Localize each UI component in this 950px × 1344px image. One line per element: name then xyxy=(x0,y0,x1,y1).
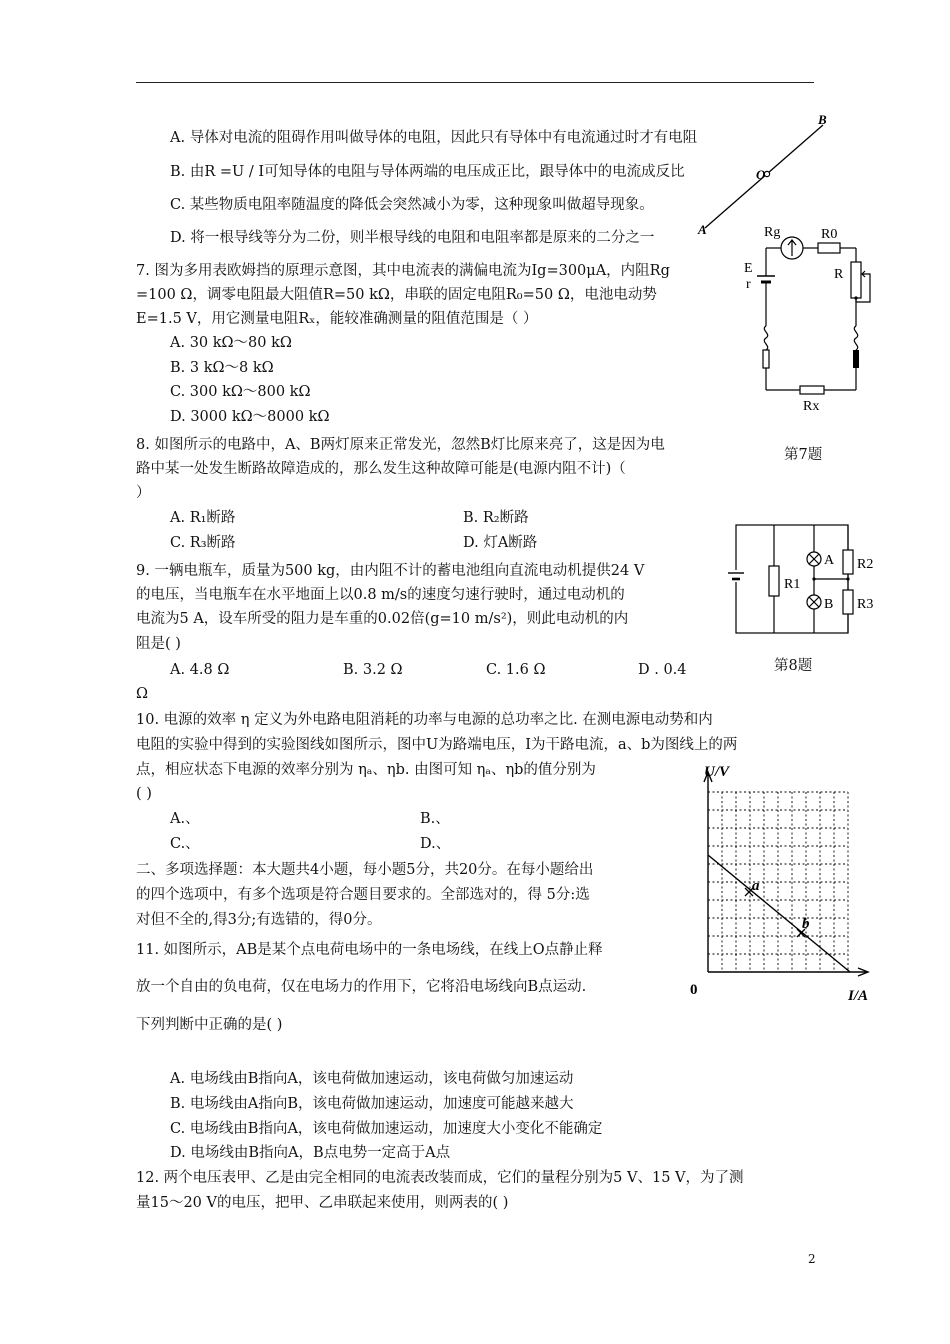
q7-figure-caption: 第7题 xyxy=(784,447,823,463)
resistor-rx xyxy=(800,386,824,394)
q8-stem-line-2: 路中某一处发生断路故障造成的，那么发生这种故障可能是(电源内阻不计)（ xyxy=(136,461,626,477)
label-rg: Rg xyxy=(764,225,781,240)
q7-option-c: C. 300 kΩ～800 kΩ xyxy=(170,384,311,400)
q11-stem-line-2: 放一个自由的负电荷，仅在电场力的作用下，它将沿电场线向B点运动. xyxy=(136,979,587,995)
label-a: A xyxy=(824,553,835,568)
q10-stem-line-2: 电阻的实验中得到的实验图线如图所示，图中U为路端电压，I为干路电流，a、b为图线上的两 xyxy=(136,737,738,753)
resistor-r0 xyxy=(818,243,840,253)
label-r3: R3 xyxy=(857,597,874,612)
q11-option-d: D. 电场线由B指向A，B点电势一定高于A点 xyxy=(170,1145,451,1161)
q10-option-b: B.、 xyxy=(420,811,450,827)
q8-stem-line-3: ） xyxy=(136,485,151,501)
resistor-r3 xyxy=(843,590,853,614)
header-rule xyxy=(136,82,814,83)
label-r1: R1 xyxy=(784,577,801,592)
q6-option-a: A. 导体对电流的阻碍作用叫做导体的电阻，因此只有导体中有电流通过时才有电阻 xyxy=(170,130,698,146)
q11-option-a: A. 电场线由B指向A，该电荷做加速运动，该电荷做匀加速运动 xyxy=(170,1071,574,1087)
q9-stem-line-2: 的电压，当电瓶车在水平地面上以0.8 m/s的速度匀速行驶时，通过电动机的 xyxy=(136,587,625,603)
section2-line-2: 的四个选项中，有多个选项是符合题目要求的。全部选对的，得 5分:选 xyxy=(136,887,590,903)
q10-stem-line-1: 10. 电源的效率 η 定义为外电路电阻消耗的功率与电源的总功率之比. 在测电源电动势和内 xyxy=(136,712,713,728)
q8-option-c: C. R₃断路 xyxy=(170,535,236,551)
label-r: R xyxy=(834,267,844,282)
q10-stem-line-3: 点，相应状态下电源的效率分别为 ηₐ、ηb. 由图可知 ηₐ、ηb的值分别为 xyxy=(136,762,596,778)
label-rx: Rx xyxy=(803,399,820,414)
q8-option-b: B. R₂断路 xyxy=(463,510,529,526)
axis-label-u: U/V xyxy=(704,764,730,780)
origin-label: 0 xyxy=(690,982,698,998)
lamp-a xyxy=(807,552,821,566)
resistor-r1 xyxy=(769,566,779,596)
resistor-r-adjust xyxy=(851,262,861,298)
section2-line-1: 二、多项选择题：本大题共4小题，每小题5分，共20分。在每小题给出 xyxy=(136,862,594,878)
q8-option-a: A. R₁断路 xyxy=(170,510,236,526)
q12-stem-line-1: 12. 两个电压表甲、乙是由完全相同的电流表改装而成，它们的量程分别为5 V、15 V，为了测 xyxy=(136,1170,744,1186)
q10-option-a: A.、 xyxy=(170,811,200,827)
label-b: B xyxy=(824,597,834,612)
q9-option-c: C. 1.6 Ω xyxy=(486,662,546,678)
q9-stem-line-3: 电流为5 A，设车所受的阻力是车重的0.02倍(g=10 m/s²)，则此电动机的内 xyxy=(136,611,629,627)
ui-line xyxy=(708,855,850,972)
q10-option-c: C.、 xyxy=(170,836,200,852)
q8-lamp-circuit xyxy=(728,518,888,643)
q8-stem-line-1: 8. 如图所示的电路中，A、B两灯原来正常发光，忽然B灯比原来亮了，这是因为电 xyxy=(136,437,665,453)
q11-stem-line-3: 下列判断中正确的是( ) xyxy=(136,1017,283,1033)
label-r-internal: r xyxy=(746,277,751,292)
point-a-label: a xyxy=(752,878,760,894)
q12-stem-line-2: 量15～20 V的电压，把甲、乙串联起来使用，则两表的( ) xyxy=(136,1195,509,1211)
label-r2: R2 xyxy=(857,557,874,572)
section2-line-3: 对但不全的,得3分;有选错的，得0分。 xyxy=(136,912,382,928)
q7-option-d: D. 3000 kΩ～8000 kΩ xyxy=(170,409,330,425)
field-line-figure xyxy=(690,110,840,235)
q9-option-b: B. 3.2 Ω xyxy=(343,662,403,678)
q10-stem-line-4: ( ) xyxy=(136,786,152,802)
q7-option-b: B. 3 kΩ～8 kΩ xyxy=(170,360,274,376)
q10-option-d: D.、 xyxy=(420,836,451,852)
resistor-r2 xyxy=(843,550,853,574)
q11-stem-line-1: 11. 如图所示，AB是某个点电荷电场中的一条电场线，在线上O点静止释 xyxy=(136,942,603,958)
q6-option-b: B. 由R =U / I可知导体的电阻与导体两端的电压成正比，跟导体中的电流成反比 xyxy=(170,164,685,180)
page-number: 2 xyxy=(808,1252,816,1266)
lamp-b xyxy=(807,595,821,609)
axis-label-i: I/A xyxy=(848,988,869,1004)
label-e: E xyxy=(744,261,753,276)
q11-option-b: B. 电场线由A指向B，该电荷做加速运动，加速度可能越来越大 xyxy=(170,1096,574,1112)
label-b: B xyxy=(818,112,827,127)
label-r0: R0 xyxy=(821,227,838,242)
q9-stem-line-4: 阻是( ) xyxy=(136,636,181,652)
q9-stem-line-1: 9. 一辆电瓶车，质量为500 kg，由内阻不计的蓄电池组向直流电动机提供24 V xyxy=(136,563,645,579)
label-o: O xyxy=(756,167,766,182)
q7-ohmmeter-circuit xyxy=(738,222,888,417)
point-b-label: b xyxy=(802,916,810,932)
q7-stem-line-3: E=1.5 V，用它测量电阻Rₓ，能较准确测量的阻值范围是（ ） xyxy=(136,311,538,327)
q6-option-c: C. 某些物质电阻率随温度的降低会突然减小为零，这种现象叫做超导现象。 xyxy=(170,197,654,213)
q7-stem-line-1: 7. 图为多用表欧姆挡的原理示意图，其中电流表的满偏电流为Ig=300μA，内阻Rg xyxy=(136,263,670,279)
q9-option-a: A. 4.8 Ω xyxy=(170,662,230,678)
label-a: A xyxy=(698,222,707,235)
q8-figure-caption: 第8题 xyxy=(774,658,813,674)
q10-ui-graph xyxy=(686,760,876,1005)
q11-option-c: C. 电场线由B指向A，该电荷做加速运动，加速度大小变化不能确定 xyxy=(170,1121,603,1137)
q8-option-d: D. 灯A断路 xyxy=(463,535,538,551)
q7-option-a: A. 30 kΩ～80 kΩ xyxy=(170,335,292,351)
q9-option-d-unit: Ω xyxy=(136,686,149,702)
q6-option-d: D. 将一根导线等分为二份，则半根导线的电阻和电阻率都是原来的二分之一 xyxy=(170,230,655,246)
q9-option-d: D . 0.4 xyxy=(638,662,687,678)
q7-stem-line-2: =100 Ω，调零电阻最大阻值R=50 kΩ，串联的固定电阻R₀=50 Ω，电池电动势 xyxy=(136,287,657,303)
